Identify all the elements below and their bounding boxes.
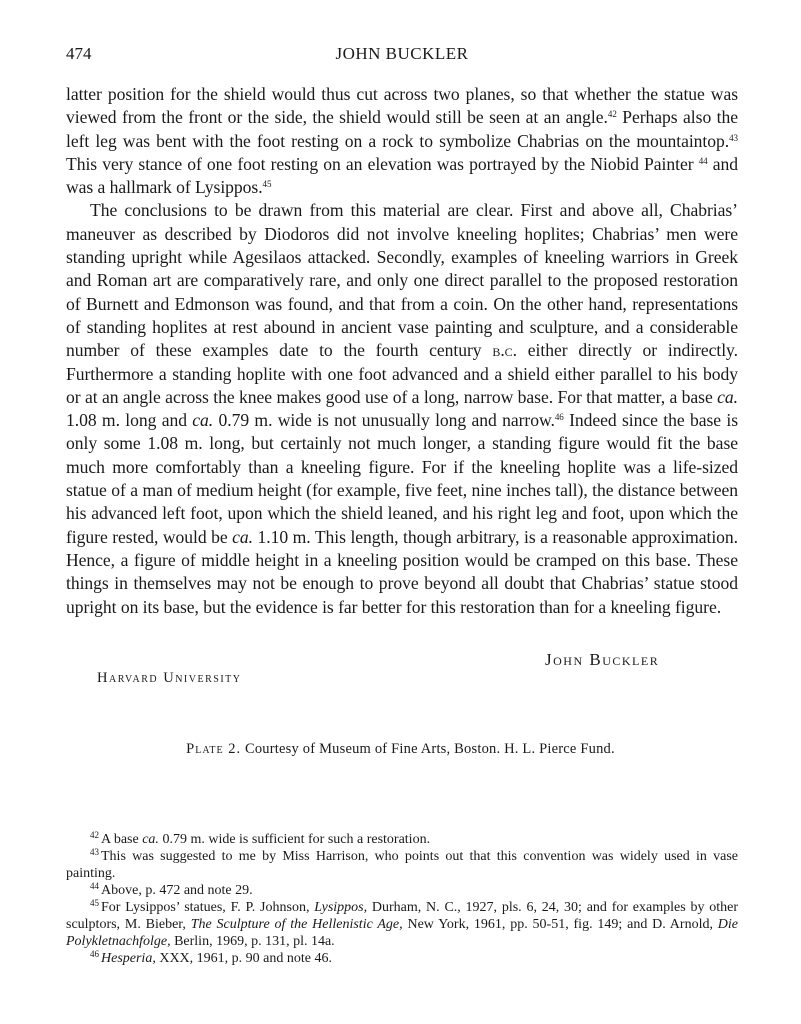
text-run: 1.10 m. This length, though arbitrary, is a reasonable approximation. Hence, a figure of middle height in a kneeling position would be cramped on this base. These things in themselves may not be enough to prove beyond all doubt that Chabrias’ statue stood upright on its base, but the evidence is far better for this restoration than for a kneeling figure. [66,526,738,617]
italic-term: ca. [142,832,159,847]
author-signature: John Buckler [545,650,660,669]
italic-title: Hesperia, [101,951,156,966]
footnote-ref[interactable]: 45 [262,179,272,190]
text-run: This very stance of one foot resting on an elevation was portrayed by the Niobid Painter [66,153,694,174]
author-affiliation: Harvard University [97,670,242,686]
footnote-46 [66,950,738,967]
text-run: This was suggested to me by Miss Harrison, who points out that this convention was widely used in vase painting. [66,849,738,881]
text-run: and was a hallmark of Lysippos. [66,153,739,198]
text-run: either directly or indirectly. Furthermore a standing hoplite with one foot advanced and a shield either parallel to his body or at an angle across the knee makes good use of a long, narrow base. For that matter, a base [66,340,738,407]
footnotes [66,831,738,967]
text-run: Above, p. 472 and note 29. [101,883,253,898]
body-text [66,83,738,619]
text-run: A base [101,832,143,847]
footnote-ref[interactable]: 46 [554,412,564,423]
footnote-ref[interactable]: 43 [729,132,738,143]
text-run: Indeed since the base is only some 1.08 m. long, but certainly not much longer, a standing figure would fit the base much more comfortably than a kneeling figure. For if the kneeling hoplite was a life-sized statue of a man of medium height (for example, five feet, nine inches tall), the distance between his advanced left foot, upon which the shield leaned, and his right leg and foot, upon which the figure rested, would be [66,410,738,547]
text-run: For Lysippos’ statues, F. P. Johnson, [101,900,315,915]
italic-term: ca. [232,526,253,547]
footnote-44 [66,882,738,899]
text-run: 0.79 m. wide is not unusually long and narrow. [213,410,555,431]
page-number: 474 [66,44,92,63]
footnote-number: 42 [90,830,99,840]
italic-term: ca. [192,410,214,431]
text-run: Berlin, 1969, p. 131, pl. 14a. [170,934,335,949]
footnote-42 [66,831,738,848]
italic-title: Die Polykletnachfolge, [66,917,738,949]
text-run: Durham, N. C., 1927, pls. 6, 24, 30; and for examples by other sculptors, M. Bieber, [66,900,738,932]
footnote-45 [66,899,738,950]
text-run: latter position for the shield would thus cut across two planes, so that whether the statue was viewed from the front or the side, the shield would still be seen at an angle. [66,84,738,128]
footnote-number: 46 [90,949,99,959]
caption-label: Plate 2. [186,741,242,757]
footnote-ref[interactable]: 42 [607,109,617,120]
footnote-number: 44 [90,881,99,891]
italic-term: ca. [717,386,738,407]
text-run: 1.08 m. long and [66,410,193,431]
footnote-43 [66,848,738,882]
text-run: Perhaps also the left leg was bent with the foot resting on a rock to symbolize Chabrias on the mountaintop. [66,107,738,151]
text-run: The conclusions to be drawn from this material are clear. First and above all, Chabrias’ maneuver as described by Diodoros did not involve kneeling hoplites; Chabrias’ men were standing upright while Agesilaos attacked. Secondly, examples of kneeling warriors in Greek and Roman art are comparatively rare, and only one direct parallel to the proposed restoration of Burnett and Edmonson was found, and that from a coin. On the other hand, representations of standing hoplites at rest abound in ancient vase painting and sculpture, and a considerable number of these examples date to the fourth century [66,200,738,361]
text-run: 0.79 m. wide is sufficient for such a restoration. [158,832,431,847]
italic-title: The Sculpture of the Hellenistic Age, [190,917,403,932]
paragraph-1 [66,83,738,199]
italic-title: Lysippos, [314,900,368,915]
page-header [66,44,738,70]
era-abbrev: b.c. [492,340,517,361]
text-run: New York, 1961, pp. 50-51, fig. 149; and D. Arnold, [402,917,718,932]
paragraph-2 [66,199,738,618]
plate-caption [0,741,801,758]
footnote-number: 45 [90,898,99,908]
footnote-number: 43 [90,847,99,857]
text-run: XXX, 1961, p. 90 and note 46. [155,951,332,966]
footnote-ref[interactable]: 44 [698,155,708,166]
running-head: JOHN BUCKLER [335,44,469,63]
caption-text: Courtesy of Museum of Fine Arts, Boston. H. L. Pierce Fund. [241,741,615,757]
